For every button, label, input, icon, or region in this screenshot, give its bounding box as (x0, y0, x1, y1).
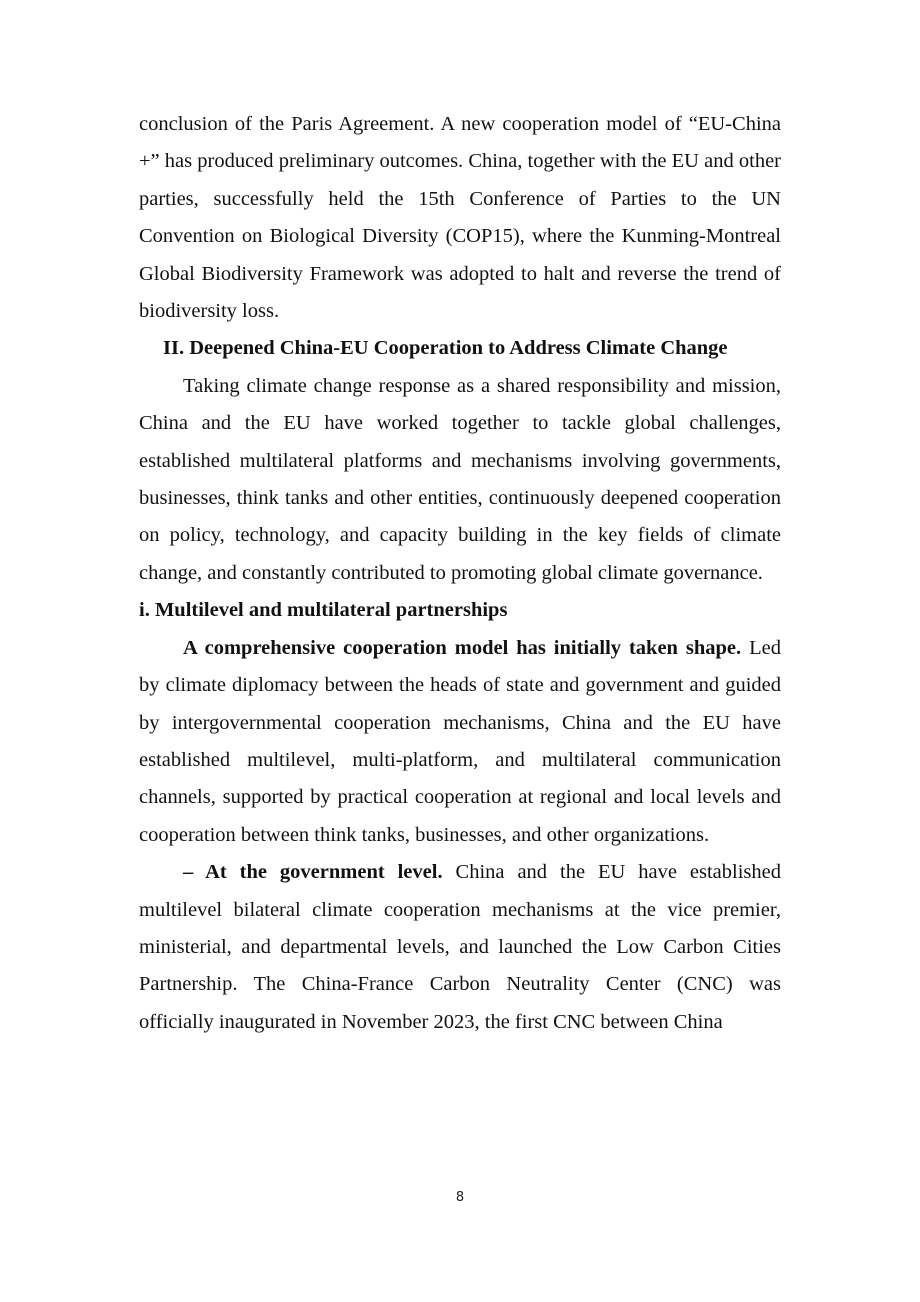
paragraph-cooperation-model (139, 630, 781, 854)
paragraph-paris-agreement: conclusion of the Paris Agreement. A new cooperation model of “EU-China +” has produced preliminary outcomes. China, together with the EU and other parties, successfully held the 15th Conference of Parties to the UN Convention on Biological Diversity (COP15), where the Kunming-Montreal Global Biodiversity Framework was adopted to halt and reverse the trend of biodiversity loss. (139, 113, 781, 323)
paragraph-text: Led by climate diplomacy between the heads of state and government and guided by intergovernmental cooperation mechanisms, China and the EU have established multilevel, multi-platform, and multilateral communication channels, supported by practical cooperation at regional and local levels and cooperation between think tanks, businesses, and other organizations. (139, 636, 781, 846)
paragraph-text: China and the EU have established multilevel bilateral climate cooperation mechanisms at the vice premier, ministerial, and departmental levels, and launched the Low Carbon Cities Partnership. The China-France Carbon Neutrality Center (CNC) was officially inaugurated in November 2023, the first CNC between China (139, 861, 781, 1033)
page-number: 8 (455, 1190, 465, 1205)
paragraph-lead: A comprehensive cooperation model has initially taken shape. (183, 636, 742, 659)
paragraph-climate-response: Taking climate change response as a shared responsibility and mission, China and the EU have worked together to tackle global challenges, established multilateral platforms and mechanisms involving governments, businesses, think tanks and other entities, continuously deepened cooperation on policy, technology, and capacity building in the key fields of climate change, and constantly contributed to promoting global climate governance. (139, 374, 781, 584)
section-heading: II. Deepened China-EU Cooperation to Address Climate Change (163, 337, 728, 360)
paragraph-government-level (139, 854, 781, 1041)
document-body (139, 106, 781, 1041)
paragraph-lead: – At the government level. (183, 861, 443, 884)
subsection-heading: i. Multilevel and multilateral partnerships (139, 599, 508, 622)
